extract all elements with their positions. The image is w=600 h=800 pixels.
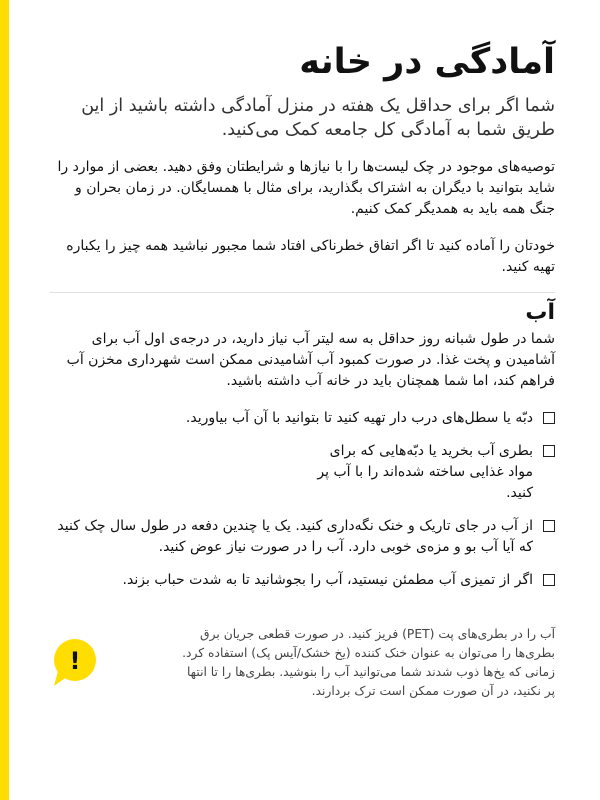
checklist-item (50, 570, 555, 591)
page-title: آمادگی در خانه (299, 42, 555, 82)
water-section-heading: آب (525, 299, 555, 325)
intro-paragraph-2: خودتان را آماده کنید تا اگر اتفاق خطرناکی افتاد شما مجبور نباشید همه چیز را یکباره تهیه کنید. (66, 237, 555, 275)
checklist-item (50, 441, 555, 504)
checklist-item-text: اگر از تمیزی آب مطمئن نیستید، آب را بجوشانید تا به شدت حباب بزند. (122, 572, 533, 589)
tip-box (50, 625, 555, 701)
document-page (50, 40, 555, 699)
checkbox[interactable] (543, 445, 555, 457)
section-divider (50, 292, 555, 293)
checkbox[interactable] (543, 412, 555, 424)
water-section-text: شما در طول شبانه روز حداقل به سه لیتر آب نیاز دارید، در درجه‌ی اول آب برای آشامیدن و پخت غذا. در صورت کمبود آب آشامیدنی ممکن است شهرداری مخزن آب فراهم کند، اما شما همچنان باید در خانه آب داشته باشید. (66, 331, 555, 390)
checkbox[interactable] (543, 520, 555, 532)
checklist-item-text: از آب در جای تاریک و خنک نگه‌داری کنید. یک یا چندین دفعه در طول سال چک کنید که آیا آب بو و مزه‌ی خوبی دارد. آب را در صورت نیاز عوض کنید. (57, 518, 533, 556)
checklist-item (50, 408, 555, 429)
checkbox[interactable] (543, 574, 555, 586)
checklist-item (50, 516, 555, 558)
water-checklist (50, 408, 555, 591)
checklist-item-text: بطری آب بخرید یا دبّه‌هایی که برای مواد غذایی ساخته شده‌اند را با آب پر کنید. (317, 443, 533, 502)
tip-text: آب را در بطری‌های پت (PET) فریز کنید. در صورت قطعی جریان برق بطری‌ها را می‌توان به عنوان خنک کننده (یخ خشک/آیس پک) استفاده کرد. زمانی که یخ‌ها ذوب شدند شما می‌توانید آب را بنوشید. بطری‌ها را تا انتها پر نکنید، در آن صورت ممکن است ترک بردارند. (182, 627, 555, 699)
page-subtitle: شما اگر برای حداقل یک هفته در منزل آمادگی داشته باشید از این طریق شما به آمادگی کل جامعه کمک می‌کنید. (81, 95, 555, 140)
intro-paragraph-1: توصیه‌های موجود در چک لیست‌ها را با نیازها و شرایطتان وفق دهید. بعضی از موارد را شاید بتوانید با دیگران به اشتراک بگذارید، برای مثال با همسایگان. در زمان بحران و جنگ همه باید به همدیگر کمک کنیم. (57, 158, 555, 217)
accent-bar (0, 0, 9, 800)
svg-text:!: ! (69, 647, 81, 675)
checklist-item-text: دبّه یا سطل‌های درب دار تهیه کنید تا بتوانید با آن آب بیاورید. (185, 410, 533, 427)
exclamation-speech-bubble-icon (50, 638, 98, 690)
